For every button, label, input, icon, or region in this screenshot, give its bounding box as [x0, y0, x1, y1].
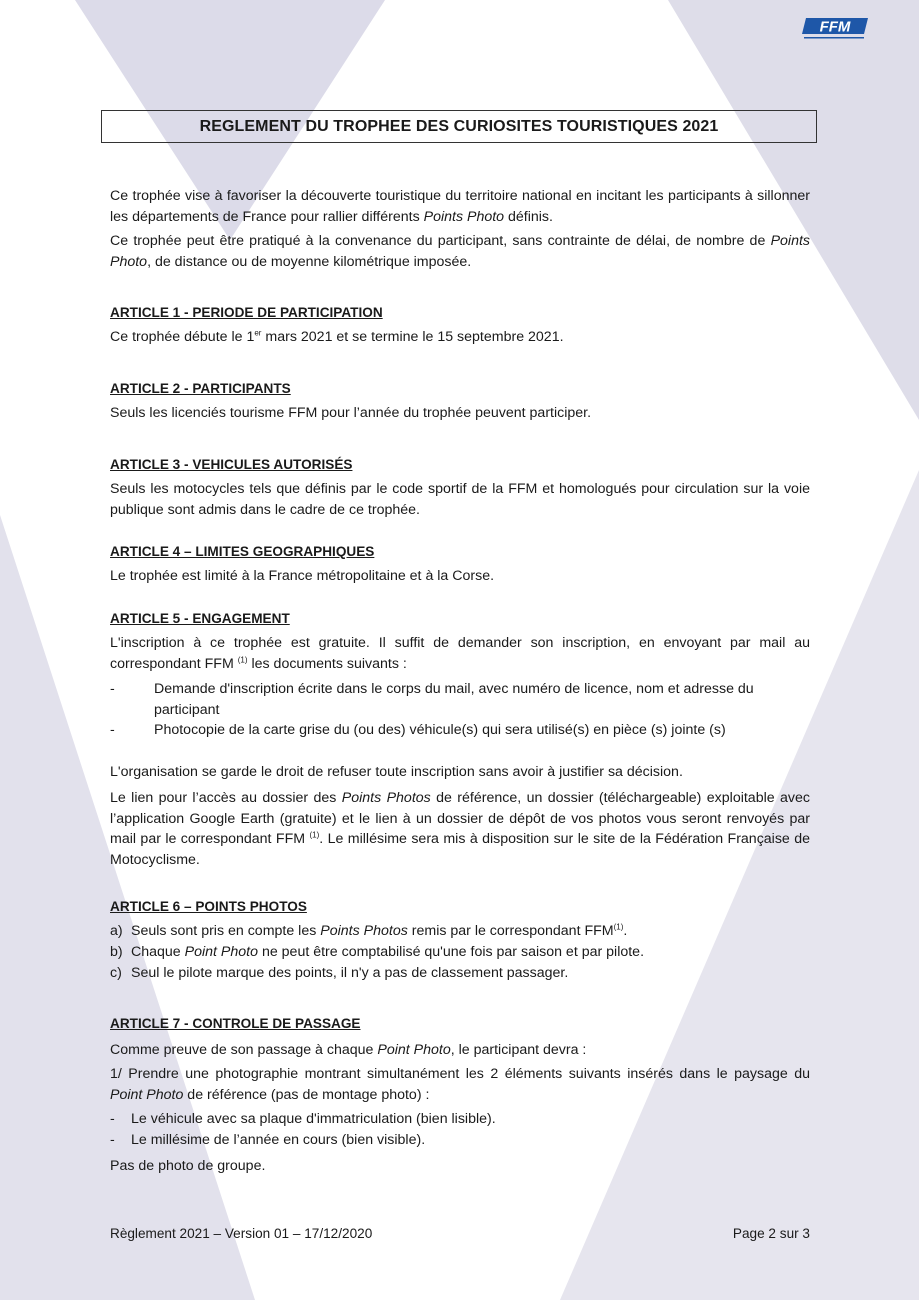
ffm-logo	[800, 16, 870, 42]
article-7-item-2: Le millésime de l’année en cours (bien visible).	[131, 1132, 426, 1148]
article-5-paragraph-3: Le lien pour l’accès au dossier des Points Photos de référence, un dossier (téléchargeable) exploitable avec l’application Google Earth (gratuite) et le lien à un dossier de dépôt de vos photos vous seront renvoyés par mail par le correspondant FFM $^{(1)}$. Le millésime sera mis à disposition sur le site de la Fédération Française de Motocyclisme.	[110, 790, 811, 868]
article-2-heading: ARTICLE 2 - PARTICIPANTS	[110, 381, 291, 396]
article-5-bullet-1: Demande d'inscription écrite dans le corps du mail, avec numéro de licence, nom et adresse du participant	[154, 681, 754, 718]
page-title-text: REGLEMENT DU TROPHEE DES CURIOSITES TOURISTIQUES 2021	[199, 117, 719, 135]
article-3-heading: ARTICLE 3 - VEHICULES AUTORISÉS	[110, 457, 353, 472]
intro-paragraph-2: Ce trophée peut être pratiqué à la convenance du participant, sans contrainte de délai, de nombre de Points Photo, de distance ou de moyenne kilométrique imposée.	[110, 233, 810, 270]
article-4-heading: ARTICLE 4 – LIMITES GEOGRAPHIQUES	[110, 544, 375, 559]
article-5-paragraph-2: L'organisation se garde le droit de refuser toute inscription sans avoir à justifier sa décision.	[110, 764, 683, 780]
list-label-a: a)	[110, 923, 123, 939]
article-7-paragraph-1: Comme preuve de son passage à chaque Point Photo, le participant devra :	[110, 1042, 587, 1058]
article-2-text: Seuls les licenciés tourisme FFM pour l’année du trophée peuvent participer.	[110, 405, 592, 421]
article-7-item-1: Le véhicule avec sa plaque d'immatriculation (bien lisible).	[131, 1111, 496, 1127]
list-label-c: c)	[110, 965, 122, 981]
bullet-dash: -	[110, 681, 115, 697]
footer-page-number: Page 2 sur 3	[732, 1226, 810, 1241]
logo-underline	[804, 37, 864, 39]
bullet-dash: -	[110, 1111, 115, 1127]
bullet-dash: -	[110, 1132, 115, 1148]
article-5-bullet-2: Photocopie de la carte grise du (ou des) véhicule(s) qui sera utilisé(s) en pièce (s) jointe (s)	[154, 722, 726, 738]
logo-text: FFM	[819, 18, 851, 36]
article-5-paragraph-1: L'inscription à ce trophée est gratuite. Il suffit de demander son inscription, en envoyant par mail au correspondant FFM $^{(1)}$ les documents suivants :	[110, 635, 810, 672]
article-5-heading: ARTICLE 5 - ENGAGEMENT	[110, 611, 290, 626]
article-4-text: Le trophée est limité à la France métropolitaine et à la Corse.	[110, 568, 495, 584]
page-title	[101, 110, 817, 143]
article-1-heading: ARTICLE 1 - PERIODE DE PARTICIPATION	[110, 305, 383, 320]
article-7-paragraph-3: Pas de photo de groupe.	[110, 1158, 266, 1174]
article-7-heading: ARTICLE 7 - CONTROLE DE PASSAGE	[110, 1016, 361, 1031]
article-3-text: Seuls les motocycles tels que définis par le code sportif de la FFM et homologués pour circulation sur la voie publique sont admis dans le cadre de ce trophée.	[110, 481, 810, 518]
list-label-b: b)	[110, 944, 123, 960]
bullet-dash: -	[110, 722, 115, 738]
article-6-item-b: Chaque Point Photo ne peut être comptabilisé qu'une fois par saison et par pilote.	[131, 944, 645, 960]
article-6-item-c: Seul le pilote marque des points, il n'y a pas de classement passager.	[131, 965, 569, 981]
intro-paragraph-1: Ce trophée vise à favoriser la découverte touristique du territoire national en incitant les participants à sillonner les départements de France pour rallier différents Points Photo définis.	[110, 188, 810, 225]
article-6-item-a: Seuls sont pris en compte les Points Photos remis par le correspondant FFM$^{(1)}$.	[131, 922, 628, 939]
article-7-paragraph-2: 1/ Prendre une photographie montrant simultanément les 2 éléments suivants insérés dans le paysage du Point Photo de référence (pas de montage photo) :	[110, 1066, 810, 1103]
article-1-text: Ce trophée débute le 1er mars 2021 et se termine le 15 septembre 2021.	[110, 328, 564, 345]
footer-version: Règlement 2021 – Version 01 – 17/12/2020	[110, 1226, 373, 1241]
article-6-heading: ARTICLE 6 – POINTS PHOTOS	[110, 899, 307, 914]
